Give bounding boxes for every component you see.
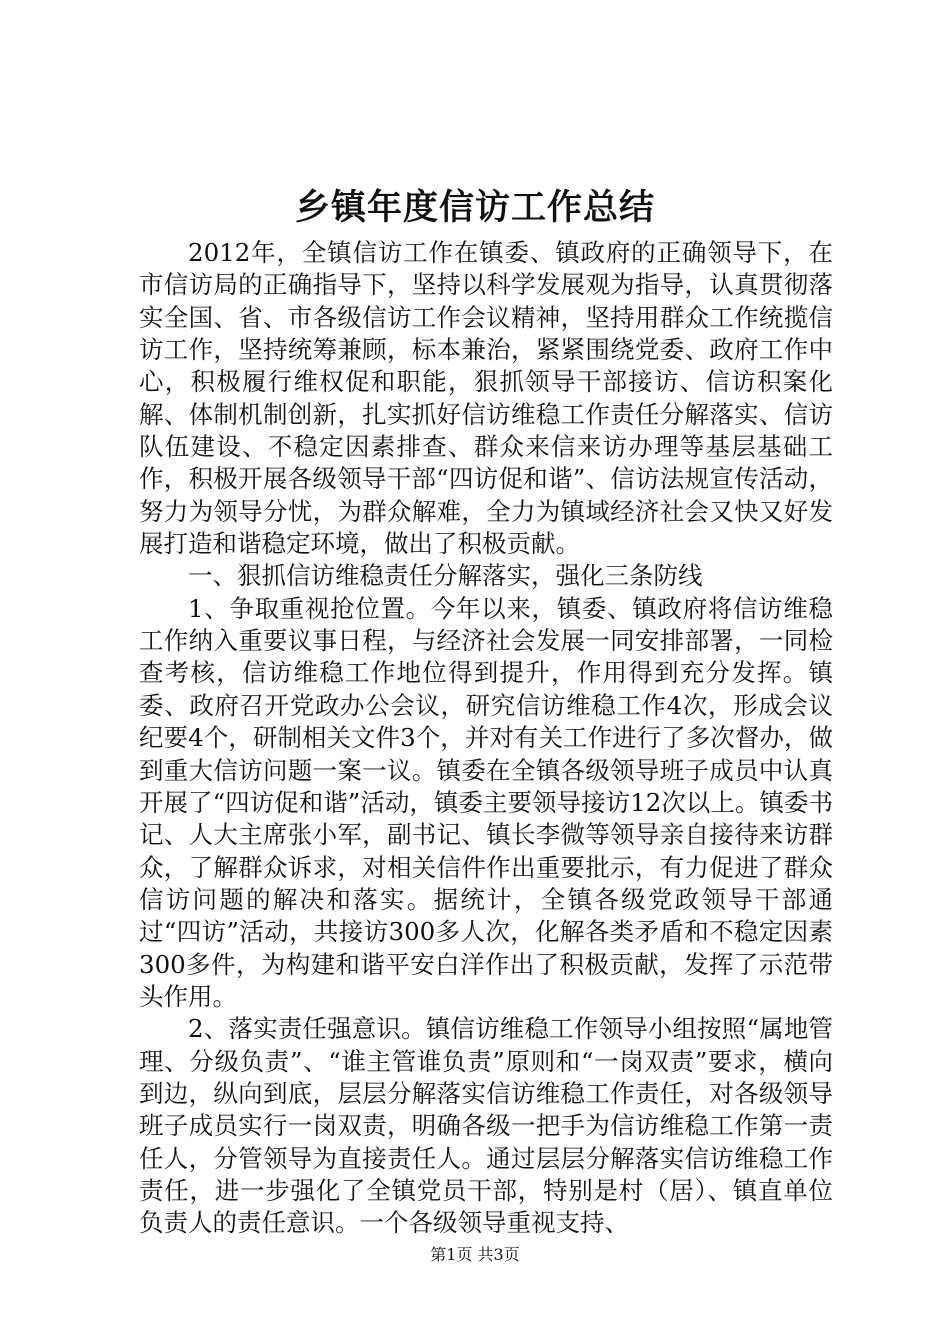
body-paragraph-2: 2、落实责任强意识。镇信访维稳工作领导小组按照“属地管理、分级负责”、“谁主管谁负责”原则和“一岗双责”要求，横向到边，纵向到底，层层分解落实信访维稳工作责任，对各级领导班子成员实行一岗双责，明确各级一把手为信访维稳工作第一责任人，分管领导为直接责任人。通过层层分解落实信访维稳工作责任，进一步强化了全镇党员干部，特别是村（居）、镇直单位负责人的责任意识。一个各级领导重视支持、	[139, 1014, 833, 1238]
page-footer	[0, 1244, 950, 1266]
page-indicator: 第1页 共3页	[430, 1245, 520, 1264]
document-body	[139, 237, 833, 1240]
body-paragraph-1: 1、争取重视抢位置。今年以来，镇委、镇政府将信访维稳工作纳入重要议事日程，与经济社会发展一同安排部署，一同检查考核，信访维稳工作地位得到提升，作用得到充分发挥。镇委、政府召开党政办公会议，研究信访维稳工作4次，形成会议纪要4个，研制相关文件3个，并对有关工作进行了多次督办，做到重大信访问题一案一议。镇委在全镇各级领导班子成员中认真开展了“四访促和谐”活动，镇委主要领导接访12次以上。镇委书记、人大主席张小军，副书记、镇长李微等领导亲自接待来访群众，了解群众诉求，对相关信件作出重要批示，有力促进了群众信访问题的解决和落实。据统计，全镇各级党政领导干部通过“四访”活动，共接访300多人次，化解各类矛盾和不稳定因素300多件，为构建和谐平安白洋作出了积极贡献，发挥了示范带头作用。	[139, 593, 833, 1011]
document-title: 乡镇年度信访工作总结	[294, 187, 655, 228]
intro-paragraph: 2012年，全镇信访工作在镇委、镇政府的正确领导下，在市信访局的正确指导下，坚持以科学发展观为指导，认真贯彻落实全国、省、市各级信访工作会议精神，坚持用群众工作统揽信访工作，坚持统筹兼顾，标本兼治，紧紧围绕党委、政府工作中心，积极履行维权促和职能，狠抓领导干部接访、信访积案化解、体制机制创新，扎实抓好信访维稳工作责任分解落实、信访队伍建设、不稳定因素排查、群众来信来访办理等基层基础工作，积极开展各级领导干部“四访促和谐”、信访法规宣传活动，努力为领导分忧，为群众解难，全力为镇域经济社会又快又好发展打造和谐稳定环境，做出了积极贡献。	[139, 238, 833, 559]
section-heading-1: 一、狠抓信访维稳责任分解落实，强化三条防线	[188, 561, 703, 591]
